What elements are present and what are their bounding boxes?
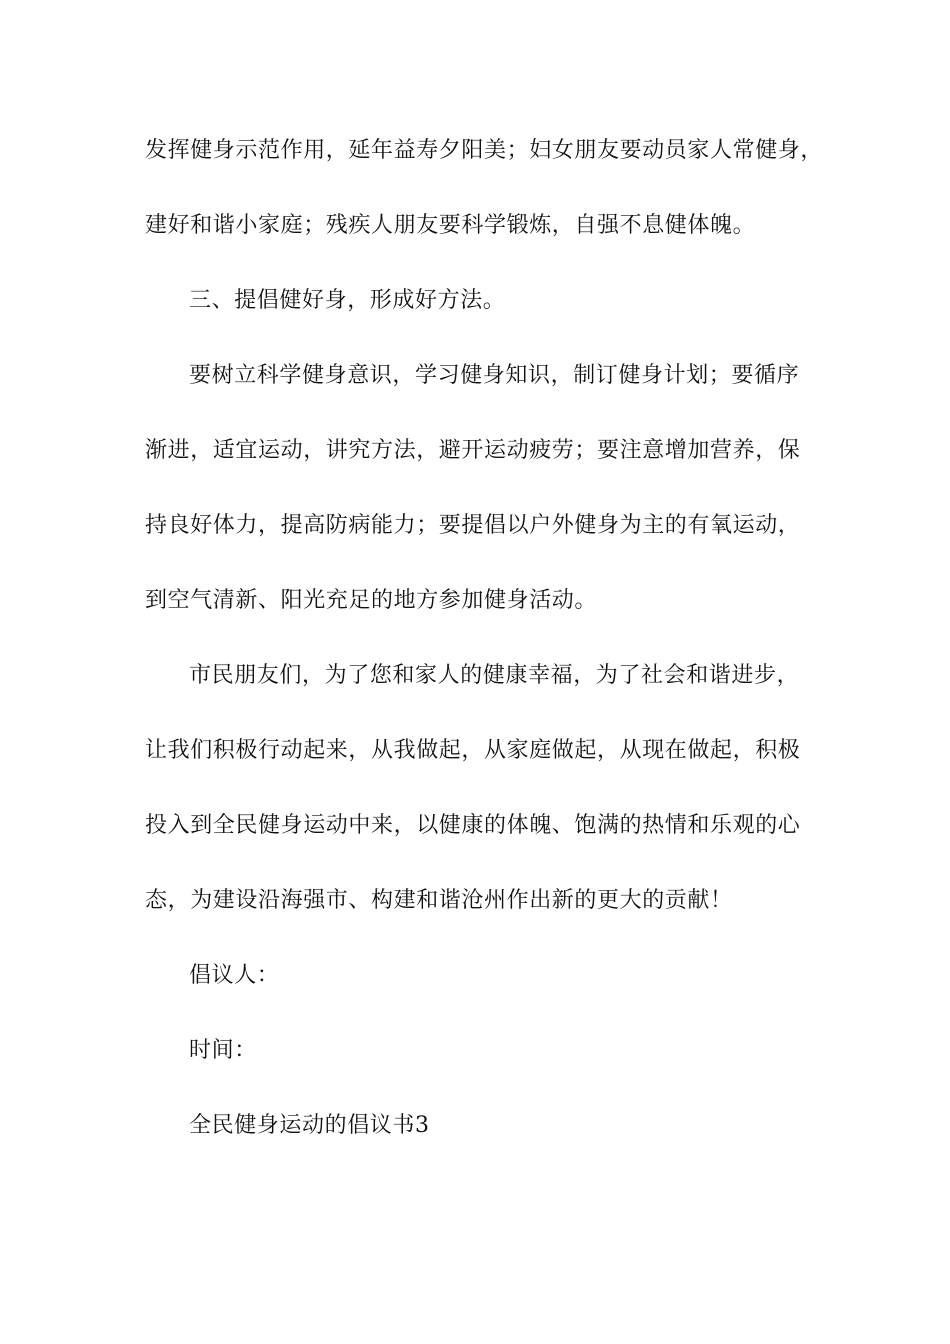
initiator-label: 倡议人： [189, 963, 280, 988]
paragraph-line: 投入到全民健身运动中来，以健康的体魄、饱满的热情和乐观的心 [145, 813, 801, 838]
paragraph-line: 市民朋友们，为了您和家人的健康幸福，为了社会和谐进步， [189, 663, 800, 688]
section-heading: 三、提倡健好身，形成好方法。 [189, 288, 506, 313]
paragraph-line: 建好和谐小家庭；残疾人朋友要科学锻炼，自强不息健体魄。 [145, 213, 756, 238]
date-label: 时间： [189, 1038, 257, 1063]
paragraph-line: 发挥健身示范作用，延年益寿夕阳美；妇女朋友要动员家人常健身， [145, 138, 824, 163]
paragraph-line: 要树立科学健身意识，学习健身知识，制订健身计划；要循序 [189, 363, 800, 388]
paragraph-line: 渐进，适宜运动，讲究方法，避开运动疲劳；要注意增加营养，保 [145, 438, 801, 463]
next-document-title: 全民健身运动的倡议书3 [189, 1113, 430, 1138]
paragraph-line: 持良好体力，提高防病能力；要提倡以户外健身为主的有氧运动， [145, 513, 801, 538]
paragraph-line: 让我们积极行动起来，从我做起，从家庭做起，从现在做起，积极 [145, 738, 801, 763]
paragraph-line: 态，为建设沿海强市、构建和谐沧州作出新的更大的贡献！ [145, 888, 733, 913]
paragraph-line: 到空气清新、阳光充足的地方参加健身活动。 [145, 588, 598, 613]
